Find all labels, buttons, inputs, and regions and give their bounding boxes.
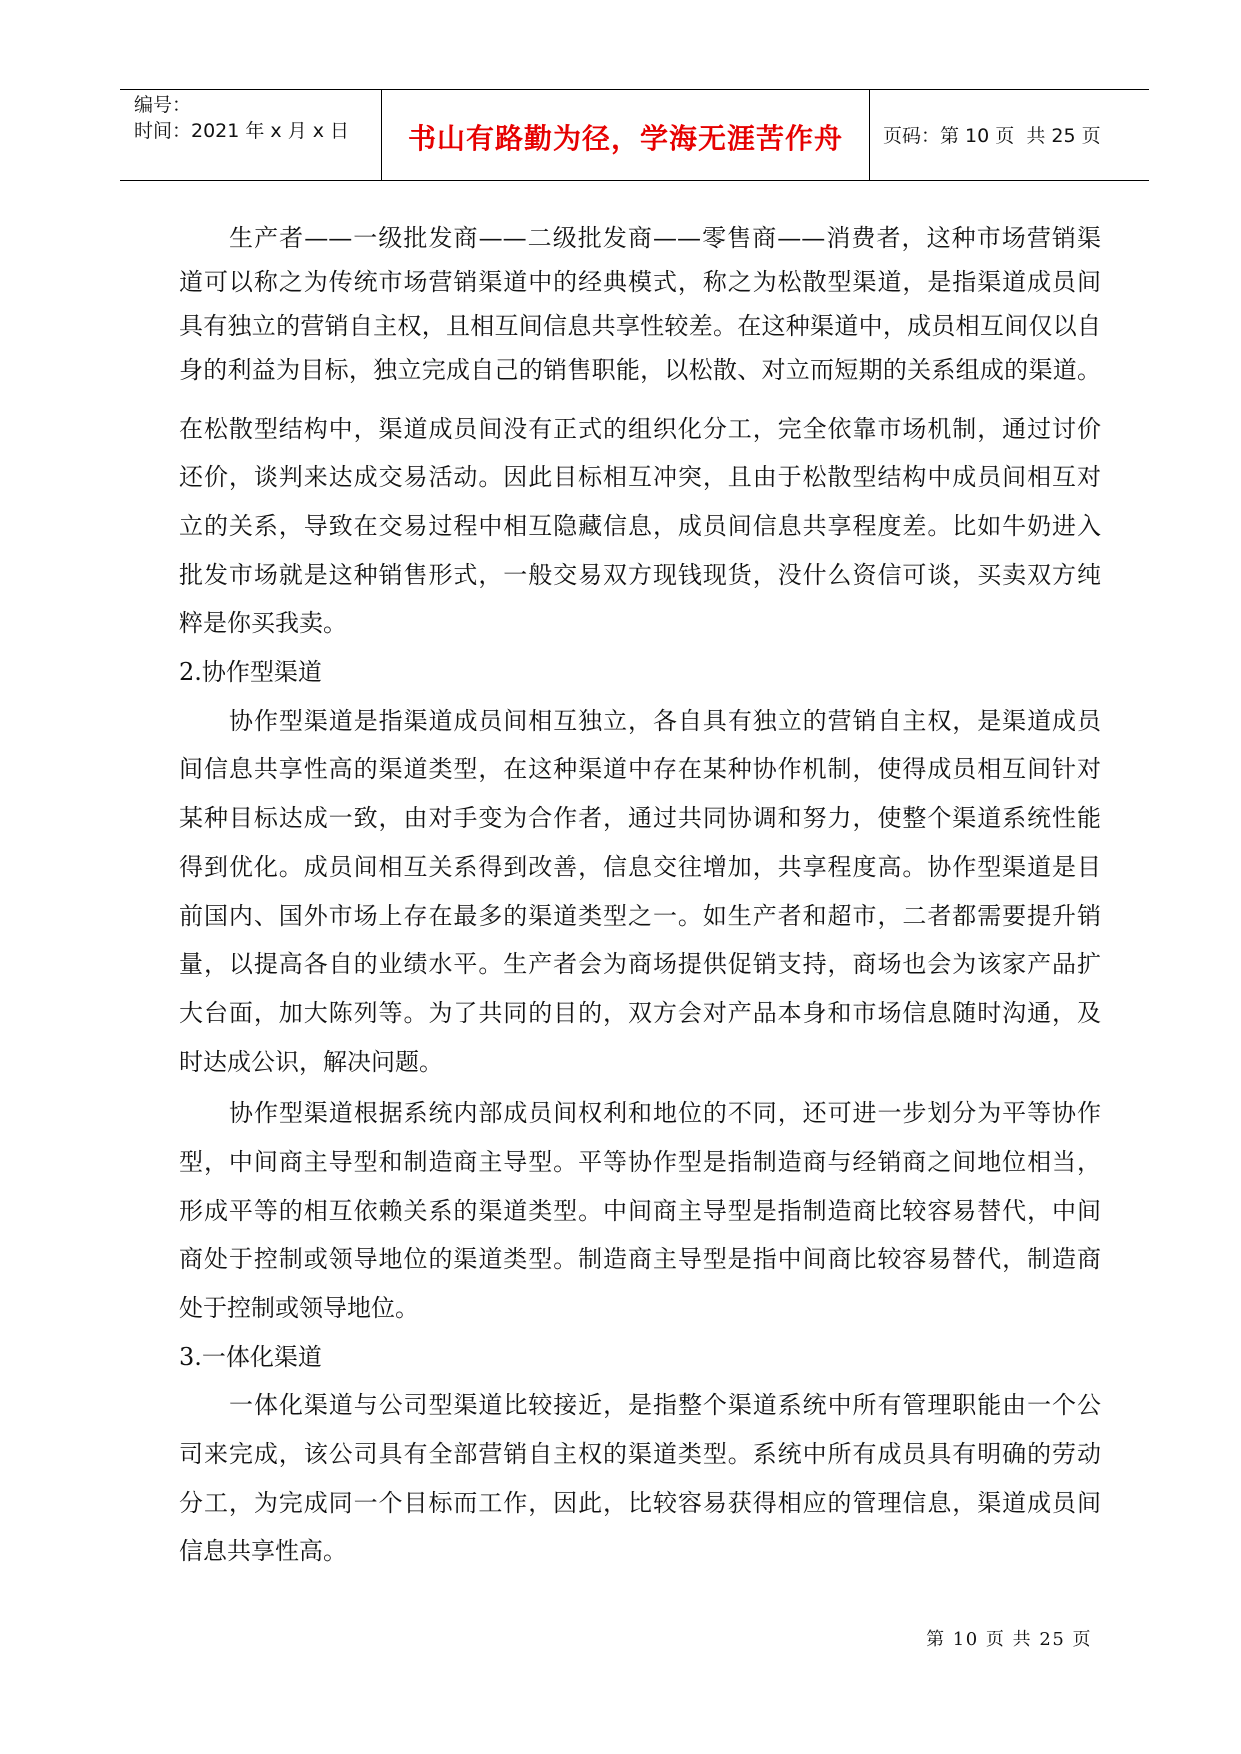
text-line: 分工，为完成同一个目标而工作，因此，比较容易获得相应的管理信息，渠道成员间 bbox=[179, 1488, 1101, 1517]
text-line: 还价，谈判来达成交易活动。因此目标相互冲突，且由于松散型结构中成员间相互对 bbox=[179, 463, 1101, 492]
text-line: 一体化渠道与公司型渠道比较接近，是指整个渠道系统中所有管理职能由一个公 bbox=[229, 1391, 1101, 1420]
text-line: 量，以提高各自的业绩水平。生产者会为商场提供促销支持，商场也会为该家产品扩 bbox=[179, 950, 1101, 979]
text-line: 立的关系，导致在交易过程中相互隐藏信息，成员间信息共享程度差。比如牛奶进入 bbox=[179, 512, 1101, 541]
text-line: 形成平等的相互依赖关系的渠道类型。中间商主导型是指制造商比较容易替代，中间 bbox=[179, 1196, 1101, 1225]
text-line: 具有独立的营销自主权，且相互间信息共享性较差。在这种渠道中，成员相互间仅以自 bbox=[179, 312, 1101, 340]
text-line: 商处于控制或领导地位的渠道类型。制造商主导型是指中间商比较容易替代，制造商 bbox=[179, 1245, 1101, 1274]
text-line: 生产者——一级批发商——二级批发商——零售商——消费者，这种市场营销渠 bbox=[229, 224, 1101, 252]
header-motto: 书山有路勤为径，学海无涯苦作舟 bbox=[407, 122, 843, 155]
text-line: 处于控制或领导地位。 bbox=[179, 1294, 419, 1323]
text-line: 得到优化。成员间相互关系得到改善，信息交往增加，共享程度高。协作型渠道是目 bbox=[179, 852, 1101, 881]
text-line: 型，中间商主导型和制造商主导型。平等协作型是指制造商与经销商之间地位相当， bbox=[179, 1147, 1101, 1176]
text-line: 在松散型结构中，渠道成员间没有正式的组织化分工，完全依靠市场机制，通过讨价 bbox=[179, 414, 1101, 443]
header-page-info: 页码：第 10 页 共 25 页 bbox=[883, 125, 1101, 147]
paragraph bbox=[179, 1089, 1101, 1332]
header-divider bbox=[869, 90, 870, 180]
text-line: 批发市场就是这种销售形式，一般交易双方现钱现货，没什么资信可谈，买卖双方纯 bbox=[179, 560, 1101, 589]
section-heading: 2.协作型渠道 bbox=[179, 658, 322, 687]
paragraph bbox=[179, 216, 1101, 648]
text-line: 司来完成，该公司具有全部营销自主权的渠道类型。系统中所有成员具有明确的劳动 bbox=[179, 1440, 1101, 1469]
text-line: 道可以称之为传统市场营销渠道中的经典模式，称之为松散型渠道，是指渠道成员间 bbox=[179, 268, 1101, 296]
text-line: 前国内、国外市场上存在最多的渠道类型之一。如生产者和超市，二者都需要提升销 bbox=[179, 901, 1101, 930]
text-line: 身的利益为目标，独立完成自己的销售职能，以松散、对立而短期的关系组成的渠道。 bbox=[179, 356, 1101, 384]
text-line: 粹是你买我卖。 bbox=[179, 609, 347, 638]
text-line: 大台面，加大陈列等。为了共同的目的，双方会对产品本身和市场信息随时沟通，及 bbox=[179, 998, 1101, 1027]
text-line: 时达成公识，解决问题。 bbox=[179, 1047, 443, 1076]
text-line: 间信息共享性高的渠道类型，在这种渠道中存在某种协作机制，使得成员相互间针对 bbox=[179, 755, 1101, 784]
date-line: 时间：2021 年 x 月 x 日 bbox=[134, 120, 350, 142]
document-body bbox=[179, 216, 1101, 1576]
text-line: 协作型渠道根据系统内部成员间权利和地位的不同，还可进一步划分为平等协作 bbox=[229, 1099, 1101, 1128]
serial-number-label: 编号： bbox=[134, 94, 192, 116]
paragraph bbox=[179, 697, 1101, 1087]
paragraph bbox=[179, 1381, 1101, 1576]
page-header-table bbox=[120, 89, 1149, 181]
footer-page-number: 第 10 页 共 25 页 bbox=[926, 1629, 1092, 1650]
text-line: 信息共享性高。 bbox=[179, 1537, 347, 1566]
text-line: 协作型渠道是指渠道成员间相互独立，各自具有独立的营销自主权，是渠道成员 bbox=[229, 706, 1101, 735]
section-heading: 3.一体化渠道 bbox=[179, 1342, 322, 1371]
text-line: 某种目标达成一致，由对手变为合作者，通过共同协调和努力，使整个渠道系统性能 bbox=[179, 804, 1101, 833]
